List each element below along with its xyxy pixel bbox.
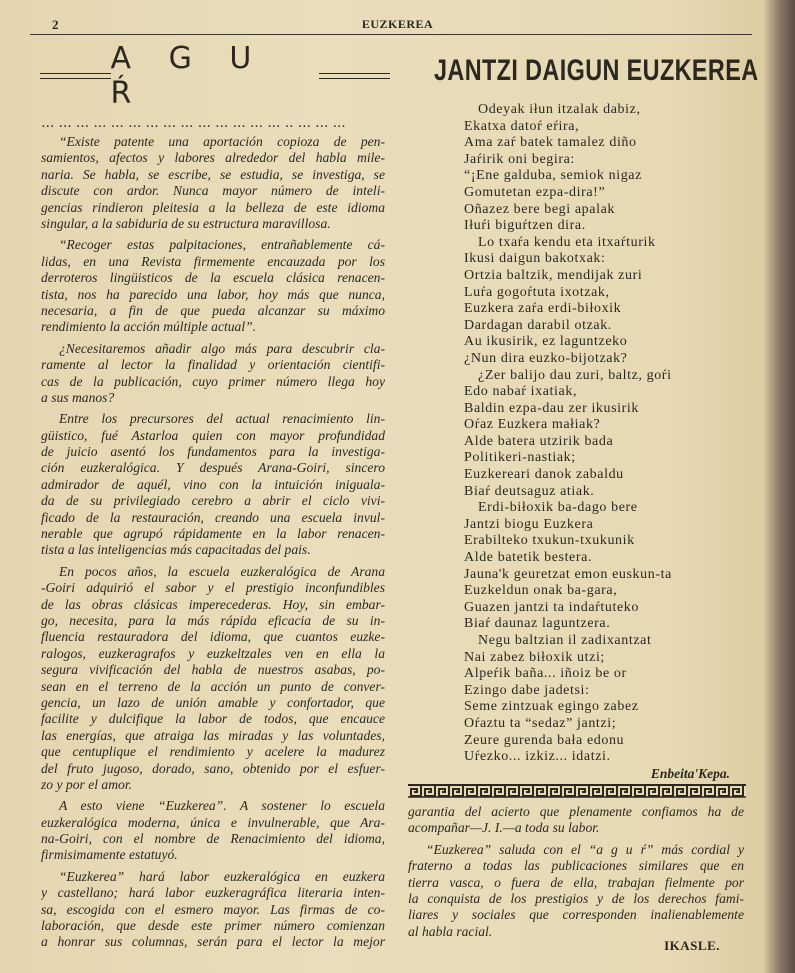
poem-line: Biaŕ deutsaguz atiak. [464, 483, 595, 499]
text-line: -Goiri adquirió el sabor y el prestigio inconfundibles [41, 580, 385, 596]
poem-line: Politikeri-nastiak; [464, 450, 576, 466]
poem-line: Ikusi daigun bakotxak: [464, 251, 606, 267]
text-line: sa, escogida con el esmero mayor. Las firmas de co- [41, 901, 385, 917]
poem-line: Seme zintzuak egingo zabez [464, 699, 639, 715]
text-line: rendimiento la acción múltiple actual”. [41, 319, 257, 335]
poem-line: “¡Ene galduba, semiok nigaz [464, 168, 642, 184]
text-line: facilite y dulcifique la labor de todos, que encauce [41, 711, 385, 727]
poem-line: Odeyak iłun itzalak dabiz, [478, 102, 641, 117]
text-line: “Existe patente una aportación copioza de pen- [59, 134, 385, 149]
text-line: ralogos, euzkeragrafos y euzkeltzales ven en ella la [41, 645, 385, 661]
poem-line: Alde batetik bestera. [464, 550, 593, 566]
poem-line: Oŕaztu ta “sedaz” jantzi; [464, 715, 617, 731]
poem-line: Edo nabaŕ ixatiak, [464, 384, 578, 400]
poem-line: Ortzia baltzik, mendijak zuri [464, 267, 643, 283]
text-line: derroteros lingüisticos de la escuela clásica renacen- [41, 270, 385, 286]
agur-title-block [40, 41, 390, 111]
poem-signature: Enbeita'Kepa. [650, 766, 730, 781]
paragraph [41, 411, 385, 559]
text-line: lidas, en una Revista firmemente encauzada por los [41, 253, 385, 269]
poem-line: Au ikusirik, ez laguntzeko [464, 334, 628, 350]
text-line: gencia, un lazo de unión amable y confortador, que [41, 694, 385, 710]
poem-line: Erabilteko txukun-txukunik [464, 533, 635, 549]
text-line: go, necesita, para la más rápida eficacia de su in- [41, 613, 385, 628]
poem-line: Euzkeldun onak ba-gara, [464, 583, 618, 599]
text-line: a honrar sus columnas, serán para el lector la mejor [41, 934, 385, 950]
double-rule-left [40, 73, 111, 79]
text-line: que centuplique el rendimiento y acelere la madurez [41, 744, 385, 760]
dotted-separator: ... ... ... ... ... ... ... ... ... ... ... ... ... ... .. ... ... ... [42, 118, 347, 130]
text-line: da de su privilegiado cerebro a abrir el ciclo vivi- [41, 493, 385, 509]
poem-line: Ekatxa datoŕ eŕira, [464, 118, 580, 134]
poem-line: Ezingo dabe jadetsi: [464, 682, 590, 698]
text-line: “Recoger estas palpitaciones, entrañablemente cá- [59, 237, 385, 253]
article-body [41, 134, 385, 956]
text-line: A esto viene “Euzkerea”. A sostener lo escuela [59, 798, 385, 814]
article-continuation [408, 804, 744, 945]
text-line: nerable que agrupó rápidamente en la labor renacen- [41, 526, 385, 542]
poem-line: Guazen jantzi ta indaŕtuteko [464, 599, 640, 615]
text-line: na-Goiri, con el nombre de Renacimiento del idioma, [41, 831, 385, 847]
text-line: “Euzkerea” saluda con el “a g u ŕ” más cordial y [426, 841, 744, 857]
text-line: la conquista de los prestigios y de los derechos fami- [408, 891, 744, 907]
text-line: fluencia restauradora del idioma, que cuantos euzke- [41, 629, 385, 645]
page-number: 2 [52, 17, 59, 32]
text-line: liares y sociales que corresponden inalienablemente [408, 907, 744, 923]
poem-line: Euzkereari danok zabaldu [464, 467, 624, 483]
poem-line: Erdi-biłoxik ba-dago bere [478, 500, 638, 516]
poem-line: Alde batera utzirik bada [464, 433, 614, 449]
text-line: acompañar—J. I.—a toda su labor. [408, 820, 600, 836]
poem-line: Jantzi biogu Euzkera [464, 516, 594, 532]
poem-line: Oŕaz Euzkera małiak? [464, 417, 601, 433]
text-line: euzkeralógica moderna, única e invulnerable, que Ara- [41, 814, 385, 830]
article-author: IKASLE. [664, 938, 720, 953]
header-rule [30, 34, 752, 35]
text-line: ción euzkeralógica. Y después Arana-Goiri, sincero [41, 460, 385, 476]
paragraph [41, 564, 385, 793]
text-line: a sus manos? [41, 389, 115, 405]
paragraph [41, 341, 385, 407]
text-line: tierra vasca, o fuera de ella, trabajan fielmente por [408, 874, 744, 890]
paragraph [41, 798, 385, 864]
poem-line: Alpeŕik baña... iñoiz be or [464, 666, 627, 682]
poem-line: Uŕezko... izkiz... idatzi. [464, 749, 611, 765]
text-line: garantia del acierto que plenamente confiamos ha de [408, 804, 744, 819]
double-rule-right [319, 73, 390, 79]
text-line: necesaria, a fin de que pueda alcanzar su máximo [41, 302, 385, 318]
poem-line: Oñazez bere begi apalak [464, 201, 615, 217]
text-line: Entre los precursores del actual renacimiento lin- [59, 411, 385, 427]
poem-line: Lo txaŕa kendu eta itxaŕturik [478, 234, 656, 250]
text-line: naria. Se habla, se escribe, se estudia, se investiga, se [41, 166, 385, 182]
text-line: de las obras clásicas imperecederas. Hoy, sin embar- [41, 596, 385, 612]
text-line: discute con ardor. Nunca mayor número de inteli- [41, 183, 385, 199]
text-line: tista, nos ha parecido una labor, hoy más que nunca, [41, 286, 385, 302]
poem-line: Gomutetan ezpa-dira!” [464, 184, 606, 200]
text-line: gencias rindieron pleitesia a la belleza de este idioma [41, 199, 385, 215]
text-line: segura vivificación del habla de nuestros asabas, po- [41, 662, 385, 678]
text-line: tista a las inteligencias más capacitadas del pais. [41, 542, 311, 558]
text-line: al habla racial. [408, 923, 493, 939]
poem-title: JANTZI DAIGUN EUZKEREA [434, 54, 759, 87]
greek-key-border [408, 784, 746, 798]
text-line: laboración, que desde este primer número comienzan [41, 918, 385, 934]
poem-line: Jauna'k geuretzat emon euskun-ta [464, 566, 672, 582]
paragraph [41, 134, 385, 232]
poem-body [464, 102, 724, 766]
paragraph [41, 869, 385, 951]
poem-line: Luŕa gogoŕtuta ixotzak, [464, 284, 610, 300]
text-line: las energías, que atraiga las miradas y las voluntades, [41, 727, 385, 743]
paragraph [408, 842, 744, 940]
text-line: cas de la publicación, cuyo primer número llega hoy [41, 373, 385, 389]
poem-line: Zeure gurenda bała edonu [464, 732, 625, 748]
paragraph [408, 804, 744, 837]
poem-line: ¿Nun dira euzko-bijotzak? [464, 350, 628, 366]
text-line: ¿Necesitaremos añadir algo más para descubrir cla- [59, 340, 385, 356]
text-line: admirador de aquél, vino con la intuición iniguala- [41, 476, 385, 492]
poem-line: ¿Zer balijo dau zuri, baltz, goŕi [478, 367, 672, 383]
poem-line: Nai zabez biłoxik utzi; [464, 649, 605, 665]
text-line: zo y por el amor. [41, 776, 133, 792]
text-line: singular, a la sabiduria de su estructura maravillosa. [41, 215, 331, 231]
poem-line: Euzkera zaŕa erdi-biłoxik [464, 301, 622, 317]
poem-line: Negu baltzian il zadixantzat [478, 633, 652, 648]
text-line: En pocos años, la escuela euzkeralógica de Arana [59, 563, 385, 579]
poem-line: Dardagan darabil otzak. [464, 317, 612, 333]
poem-line: Jaŕirik oni begira: [464, 151, 575, 167]
text-line: de juicio asentó los fundamentos para la investiga- [41, 444, 385, 460]
text-line: sean en el terreno de la acción un punto de conver- [41, 678, 385, 694]
poem-line: Iłuŕi biguŕtzen dira. [464, 218, 586, 234]
text-line: “Euzkerea” hará labor euzkeralógica en euzkera [59, 868, 385, 884]
paragraph [41, 237, 385, 335]
text-line: fraterno a todas las publicaciones similares que en [408, 858, 744, 874]
text-line: samientos, afectos y labores alrededor del habla mile- [41, 150, 385, 166]
text-line: ficado de la restauración, creando una escuela invul- [41, 509, 385, 525]
text-line: güistico, fué Astarloa quien con mayor profundidad [41, 427, 385, 443]
running-title: EUZKEREA [361, 17, 434, 31]
text-line: firmisimamente estatuyó. [41, 847, 178, 863]
poem-line: Biaŕ daunaz laguntzera. [464, 616, 611, 632]
article-title: A G U Ŕ [110, 41, 266, 111]
text-line: y castellano; hará labor euzkeragráfica literaria inten- [41, 885, 385, 901]
text-line: ramente al lector la finalidad y orientación cientifi- [41, 357, 385, 373]
poem-line: Baldin ezpa-dau zer ikusirik [464, 400, 640, 416]
poem-line: Ama zaŕ batek tamalez diño [464, 135, 637, 151]
text-line: del fruto jugoso, dorado, sano, obtenido por el esfuer- [41, 760, 385, 776]
